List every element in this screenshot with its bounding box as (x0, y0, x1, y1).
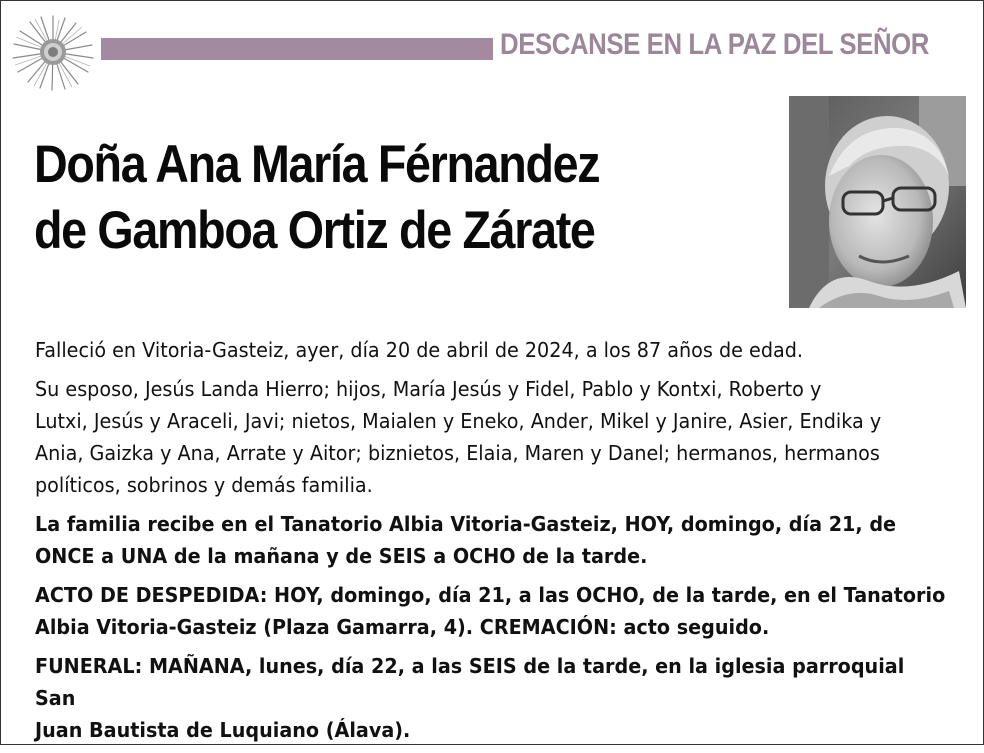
header-accent-bar (101, 38, 493, 60)
header-title: DESCANSE EN LA PAZ DEL SEÑOR (500, 28, 930, 61)
death-notice-paragraph (35, 334, 951, 366)
wake-line-1: La familia recibe en el Tanatorio Albia Vitoria-Gasteiz, HOY, domingo, día 21, de (35, 512, 897, 536)
portrait-image (789, 96, 966, 308)
funeral-line-1: FUNERAL: MAÑANA, lunes, día 22, a las SEIS de la tarde, en la iglesia parroquial San (35, 654, 905, 710)
family-line-2: Lutxi, Jesús y Araceli, Javi; nietos, Maialen y Eneko, Ander, Mikel y Janire, Asier, Endika y (35, 409, 882, 433)
funeral-line-2: Juan Bautista de Luquiano (Álava). (35, 718, 411, 742)
thistle-emblem-icon (10, 12, 96, 92)
farewell-paragraph (35, 579, 951, 643)
obituary-header (0, 8, 984, 88)
death-notice-text: Falleció en Vitoria-Gasteiz, ayer, día 20 de abril de 2024, a los 87 años de edad. (35, 338, 804, 362)
family-line-4: políticos, sobrinos y demás familia. (35, 473, 373, 497)
farewell-line-2: Albia Vitoria-Gasteiz (Plaza Gamarra, 4). CREMACIÓN: acto seguido. (35, 615, 770, 639)
deceased-name-line-2: de Gamboa Ortiz de Zárate (34, 201, 595, 260)
deceased-portrait-photo (789, 96, 966, 308)
family-line-3: Ania, Gaizka y Ana, Arrate y Aitor; biznietos, Elaia, Maren y Danel; hermanos, hermanos (35, 441, 880, 465)
deceased-name-line-1: Doña Ana María Férnandez (34, 135, 600, 194)
family-paragraph (35, 373, 951, 501)
family-line-1: Su esposo, Jesús Landa Hierro; hijos, María Jesús y Fidel, Pablo y Kontxi, Roberto y (35, 377, 822, 401)
funeral-paragraph (35, 650, 951, 746)
farewell-line-1: ACTO DE DESPEDIDA: HOY, domingo, día 21, a las OCHO, de la tarde, en el Tanatorio (35, 583, 946, 607)
obituary-body (35, 334, 951, 753)
deceased-name (34, 132, 685, 264)
wake-paragraph (35, 508, 951, 572)
wake-line-2: ONCE a UNA de la mañana y de SEIS a OCHO de la tarde. (35, 544, 648, 568)
